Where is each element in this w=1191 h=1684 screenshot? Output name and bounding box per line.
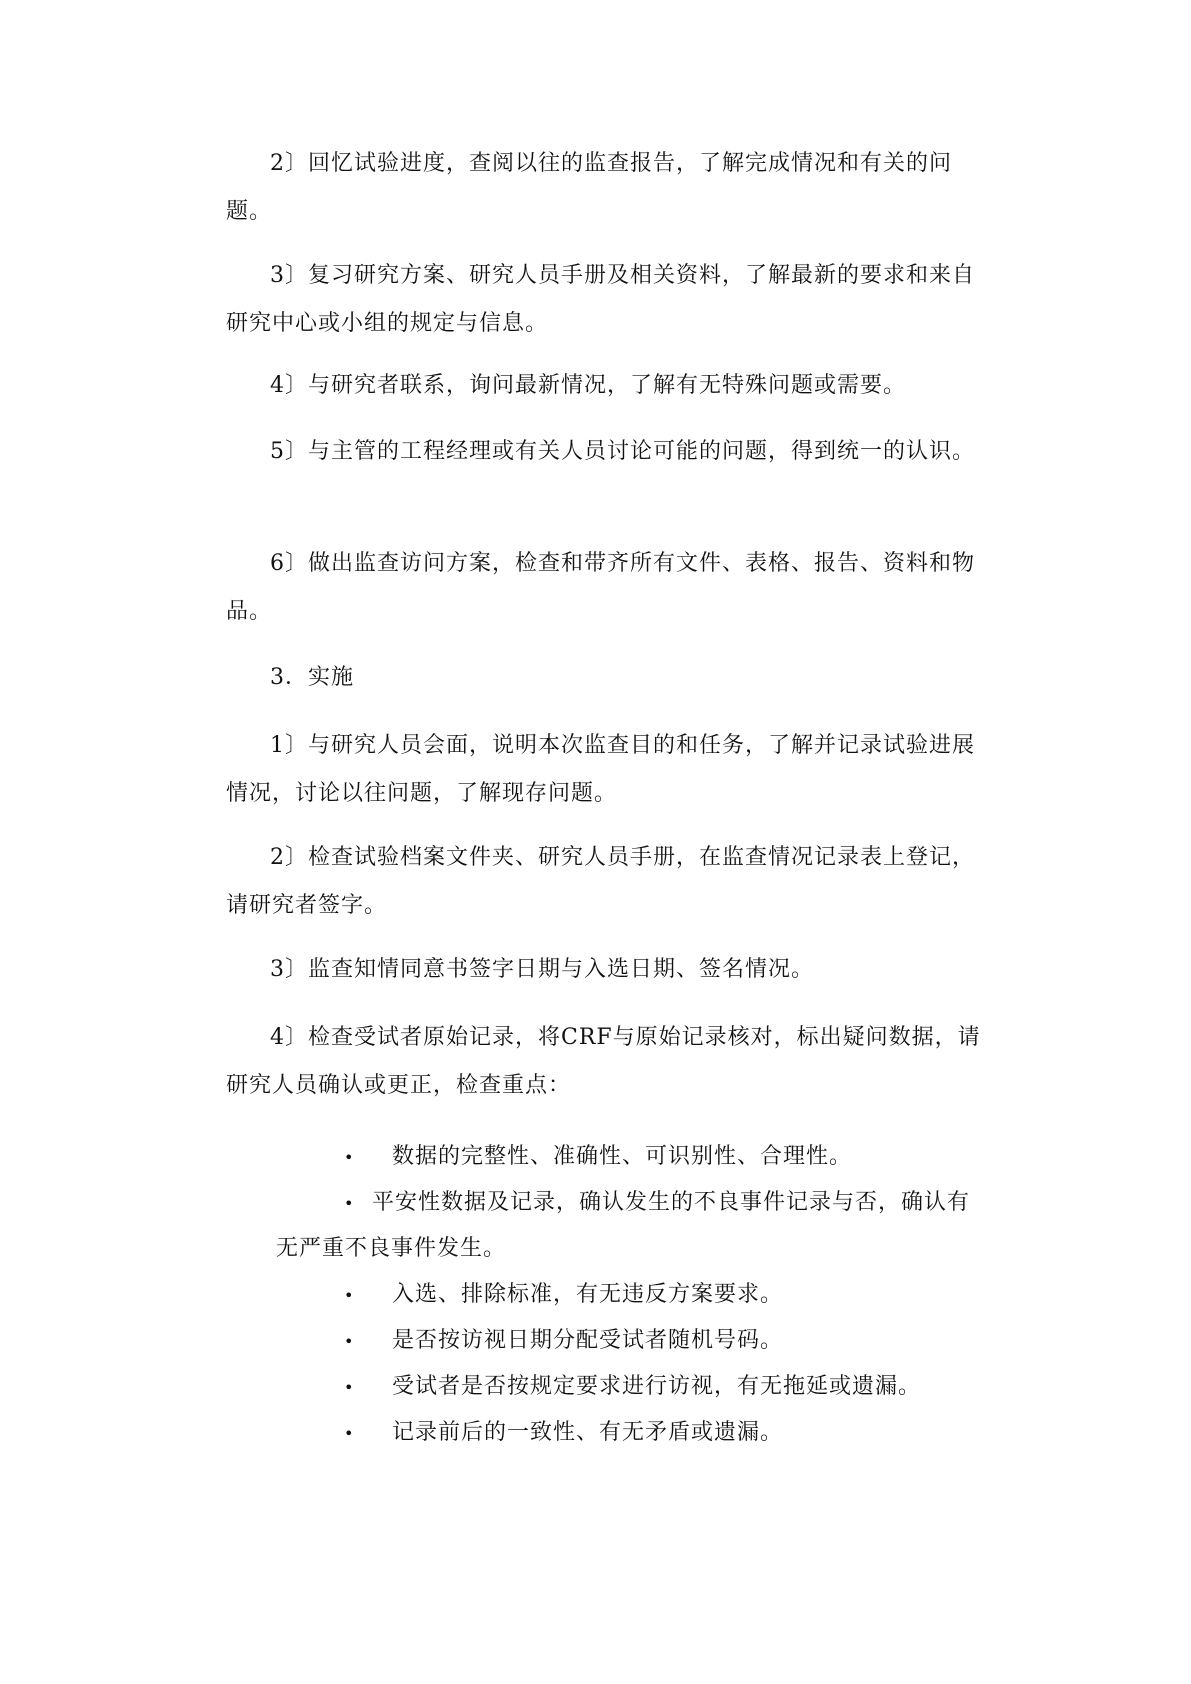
bullet-icon: • (344, 1332, 355, 1351)
bullet-icon: • (344, 1148, 355, 1167)
paragraph-contact-investigator: 4〕与研究者联系，询问最新情况，了解有无特殊问题或需要。 (270, 373, 906, 398)
list-item-text: 受试者是否按规定要求进行访视，有无拖延或遗漏。 (392, 1374, 922, 1399)
list-item (296, 1410, 986, 1456)
paragraph-meet-researchers: 1〕与研究人员会面，说明本次监查目的和任务，了解并记录试验进展情况，讨论以往问题，了解现存问题。 (226, 733, 975, 806)
list-item (276, 1180, 986, 1272)
section-heading-implementation: 3．实施 (270, 665, 354, 690)
list-item-text: 入选、排除标准，有无违反方案要求。 (392, 1282, 784, 1307)
paragraph-review-protocol: 3〕复习研究方案、研究人员手册及相关资料，了解最新的要求和来自研究中心或小组的规定与信息。 (226, 263, 975, 336)
list-item-text: 数据的完整性、准确性、可识别性、合理性。 (392, 1144, 853, 1169)
list-item (296, 1134, 986, 1180)
list-item-text: 平安性数据及记录，确认发生的不良事件记录与否，确认有无严重不良事件发生。 (276, 1190, 971, 1261)
paragraph-visit-plan: 6〕做出监查访问方案，检查和带齐所有文件、表格、报告、资料和物品。 (226, 551, 975, 624)
check-points-list (276, 1134, 986, 1456)
list-item (296, 1364, 986, 1410)
list-item-text: 是否按访视日期分配受试者随机号码。 (392, 1328, 784, 1353)
list-item (296, 1318, 986, 1364)
bullet-icon: • (344, 1378, 355, 1397)
bullet-icon: • (344, 1194, 355, 1213)
paragraph-check-files: 2〕检查试验档案文件夹、研究人员手册，在监查情况记录表上登记，请研究者签字。 (226, 845, 975, 918)
bullet-icon: • (344, 1424, 355, 1443)
paragraph-check-records: 4〕检查受试者原始记录，将CRF与原始记录核对，标出疑问数据，请研究人员确认或更正，检查重点： (226, 1025, 981, 1098)
paragraph-check-consent: 3〕监查知情同意书签字日期与入选日期、签名情况。 (270, 957, 814, 982)
list-item-text: 记录前后的一致性、有无矛盾或遗漏。 (392, 1420, 784, 1445)
bullet-icon: • (344, 1286, 355, 1305)
paragraph-discuss-issues: 5〕与主管的工程经理或有关人员讨论可能的问题，得到统一的认识。 (270, 439, 975, 464)
paragraph-review-progress: 2〕回忆试验进度，查阅以往的监查报告，了解完成情况和有关的问题。 (226, 151, 952, 224)
list-item (296, 1272, 986, 1318)
